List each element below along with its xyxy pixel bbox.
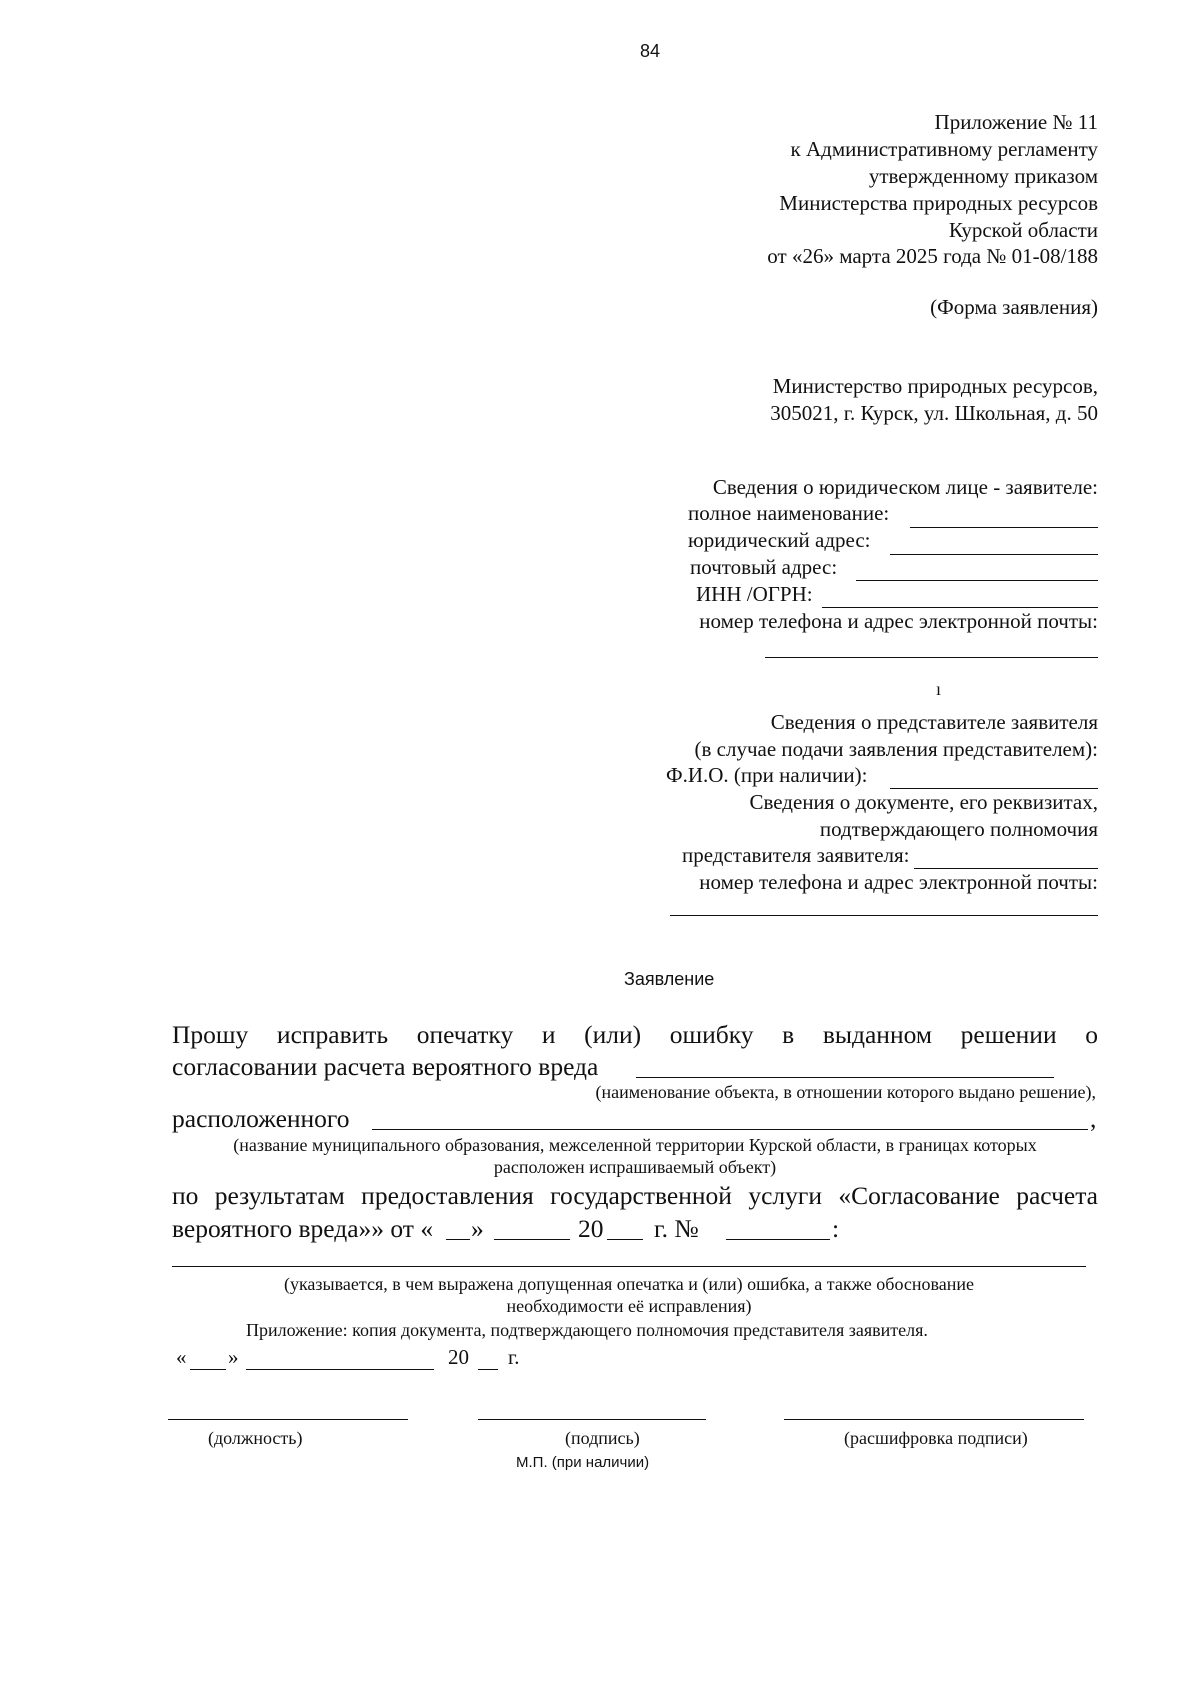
fio-line bbox=[890, 788, 1098, 789]
representative-fio-label: Ф.И.О. (при наличии): bbox=[666, 763, 868, 787]
error-description-line bbox=[172, 1266, 1086, 1267]
full-name-line bbox=[910, 527, 1098, 528]
date-year-prefix: 20 bbox=[448, 1345, 469, 1369]
month-line bbox=[494, 1239, 570, 1240]
located-label: расположенного bbox=[172, 1104, 350, 1133]
stamp-note: М.П. (при наличии) bbox=[516, 1454, 650, 1471]
appendix-line-1: Приложение № 11 bbox=[934, 110, 1098, 134]
inn-ogrn-line bbox=[822, 607, 1098, 608]
representative-doc-line bbox=[914, 868, 1098, 869]
object-name-line bbox=[636, 1077, 1054, 1078]
statement-line-3: по результатам предоставления государственной услуги «Согласование расчета bbox=[172, 1181, 1098, 1210]
decoding-line bbox=[784, 1419, 1084, 1420]
postal-address-line bbox=[856, 580, 1098, 581]
representative-subheading: (в случае подачи заявления представителем): bbox=[694, 737, 1098, 761]
municipality-line bbox=[372, 1129, 1088, 1130]
statement-line-2: согласовании расчета вероятного вреда bbox=[172, 1052, 599, 1081]
appendix-line-2: к Административному регламенту bbox=[790, 137, 1098, 161]
representative-doc-line-1: Сведения о документе, его реквизитах, bbox=[749, 790, 1098, 814]
date-open-quote: « bbox=[176, 1345, 187, 1369]
hint-municipality-2: расположен испрашиваемый объект) bbox=[493, 1157, 777, 1177]
representative-contacts-label: номер телефона и адрес электронной почты: bbox=[699, 870, 1098, 894]
legal-entity-full-name-label: полное наименование: bbox=[688, 501, 890, 525]
statement-line-4c: 20 bbox=[578, 1214, 604, 1243]
appendix-line-4: Министерства природных ресурсов bbox=[779, 191, 1098, 215]
hint-municipality-1: (название муниципального образования, межселенной территории Курской области, в границах которых bbox=[233, 1135, 1037, 1155]
day-line bbox=[446, 1239, 470, 1240]
statement-line-4e: : bbox=[832, 1214, 840, 1243]
number-line bbox=[726, 1239, 830, 1240]
form-type-label: (Форма заявления) bbox=[930, 295, 1098, 319]
recipient-line-1: Министерство природных ресурсов, bbox=[772, 374, 1098, 398]
year-line bbox=[607, 1239, 643, 1240]
appendix-line-3: утвержденному приказом bbox=[868, 164, 1098, 188]
signature-line bbox=[478, 1419, 706, 1420]
date-close-quote: » bbox=[228, 1345, 239, 1369]
legal-entity-heading: Сведения о юридическом лице - заявителе: bbox=[712, 475, 1098, 499]
page-number: 84 bbox=[640, 41, 661, 61]
decoding-caption: (расшифровка подписи) bbox=[844, 1428, 1028, 1448]
representative-doc-line-3: представителя заявителя: bbox=[682, 843, 910, 867]
statement-title: Заявление bbox=[624, 969, 715, 989]
date-year-line bbox=[478, 1369, 498, 1370]
legal-entity-postal-label: почтовый адрес: bbox=[690, 555, 838, 579]
legal-contacts-line bbox=[765, 657, 1098, 658]
recipient-line-2: 305021, г. Курск, ул. Школьная, д. 50 bbox=[770, 401, 1098, 425]
legal-entity-contacts-label: номер телефона и адрес электронной почты: bbox=[699, 609, 1098, 633]
signature-caption: (подпись) bbox=[565, 1428, 640, 1448]
statement-line-1: Прошу исправить опечатку и (или) ошибку в выданном решении о bbox=[172, 1020, 1098, 1049]
statement-line-4b: » bbox=[471, 1214, 484, 1243]
date-month-line bbox=[246, 1369, 434, 1370]
hint-error-2: необходимости её исправления) bbox=[506, 1296, 752, 1316]
date-year-suffix: г. bbox=[508, 1345, 520, 1369]
representative-doc-line-2: подтверждающего полномочия bbox=[819, 817, 1098, 841]
representative-heading: Сведения о представителе заявителя bbox=[770, 710, 1098, 734]
position-line bbox=[168, 1419, 408, 1420]
hint-error-1: (указывается, в чем выражена допущенная опечатка и (или) ошибка, а также обоснование bbox=[283, 1274, 975, 1294]
appendix-line-5: Курской области bbox=[948, 218, 1098, 242]
statement-line-4a: вероятного вреда»» от « bbox=[172, 1214, 434, 1243]
legal-entity-address-label: юридический адрес: bbox=[688, 528, 871, 552]
stray-mark: ı bbox=[936, 679, 942, 699]
position-caption: (должность) bbox=[208, 1428, 303, 1448]
statement-line-4d: г. № bbox=[654, 1214, 699, 1243]
appendix-line-6: от «26» марта 2025 года № 01-08/188 bbox=[767, 244, 1098, 268]
representative-contacts-line bbox=[670, 915, 1098, 916]
located-comma: , bbox=[1090, 1104, 1097, 1133]
legal-entity-inn-label: ИНН /ОГРН: bbox=[696, 582, 813, 606]
legal-address-line bbox=[890, 554, 1098, 555]
hint-object: (наименование объекта, в отношении которого выдано решение), bbox=[595, 1082, 1096, 1102]
date-day-line bbox=[190, 1369, 226, 1370]
attachment-note: Приложение: копия документа, подтверждающего полномочия представителя заявителя. bbox=[246, 1320, 928, 1340]
